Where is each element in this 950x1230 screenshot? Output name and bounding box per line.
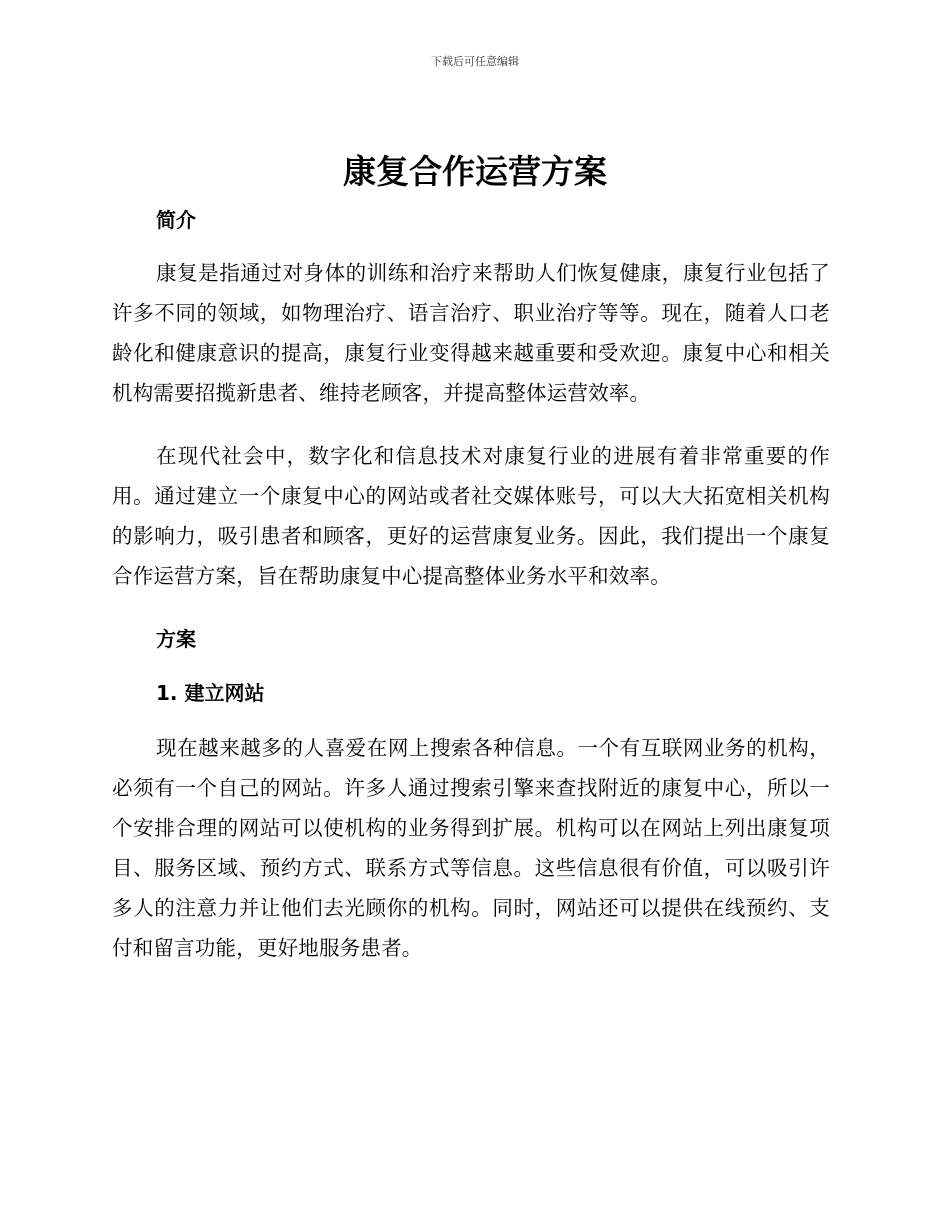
subsection-heading-website: 1. 建立网站 <box>156 681 265 705</box>
paragraph-website: 现在越来越多的人喜爱在网上搜索各种信息。一个有互联网业务的机构，必须有一个自己的网站。许多人通过搜索引擎来查找附近的康复中心，所以一个安排合理的网站可以使机构的业务得到扩展。机构可以在网站上列出康复项目、服务区域、预约方式、联系方式等信息。这些信息很有价值，可以吸引许多人的注意力并让他们去光顾你的机构。同时，网站还可以提供在线预约、支付和留言功能，更好地服务患者。 <box>112 736 830 960</box>
page-header: 下载后可任意编辑 <box>431 55 519 68</box>
section-heading-intro: 简介 <box>156 208 196 232</box>
paragraph-intro-1: 康复是指通过对身体的训练和治疗来帮助人们恢复健康，康复行业包括了许多不同的领域，如物理治疗、语言治疗、职业治疗等等。现在，随着人口老龄化和健康意识的提高，康复行业变得越来越重要和受欢迎。康复中心和相关机构需要招揽新患者、维持老顾客，并提高整体运营效率。 <box>112 261 830 405</box>
document-title: 康复合作运营方案 <box>343 152 607 191</box>
section-heading-plan: 方案 <box>156 627 196 651</box>
paragraph-intro-2: 在现代社会中，数字化和信息技术对康复行业的进展有着非常重要的作用。通过建立一个康复中心的网站或者社交媒体账号，可以大大拓宽相关机构的影响力，吸引患者和顾客，更好的运营康复业务。因此，我们提出一个康复合作运营方案，旨在帮助康复中心提高整体业务水平和效率。 <box>112 444 830 588</box>
